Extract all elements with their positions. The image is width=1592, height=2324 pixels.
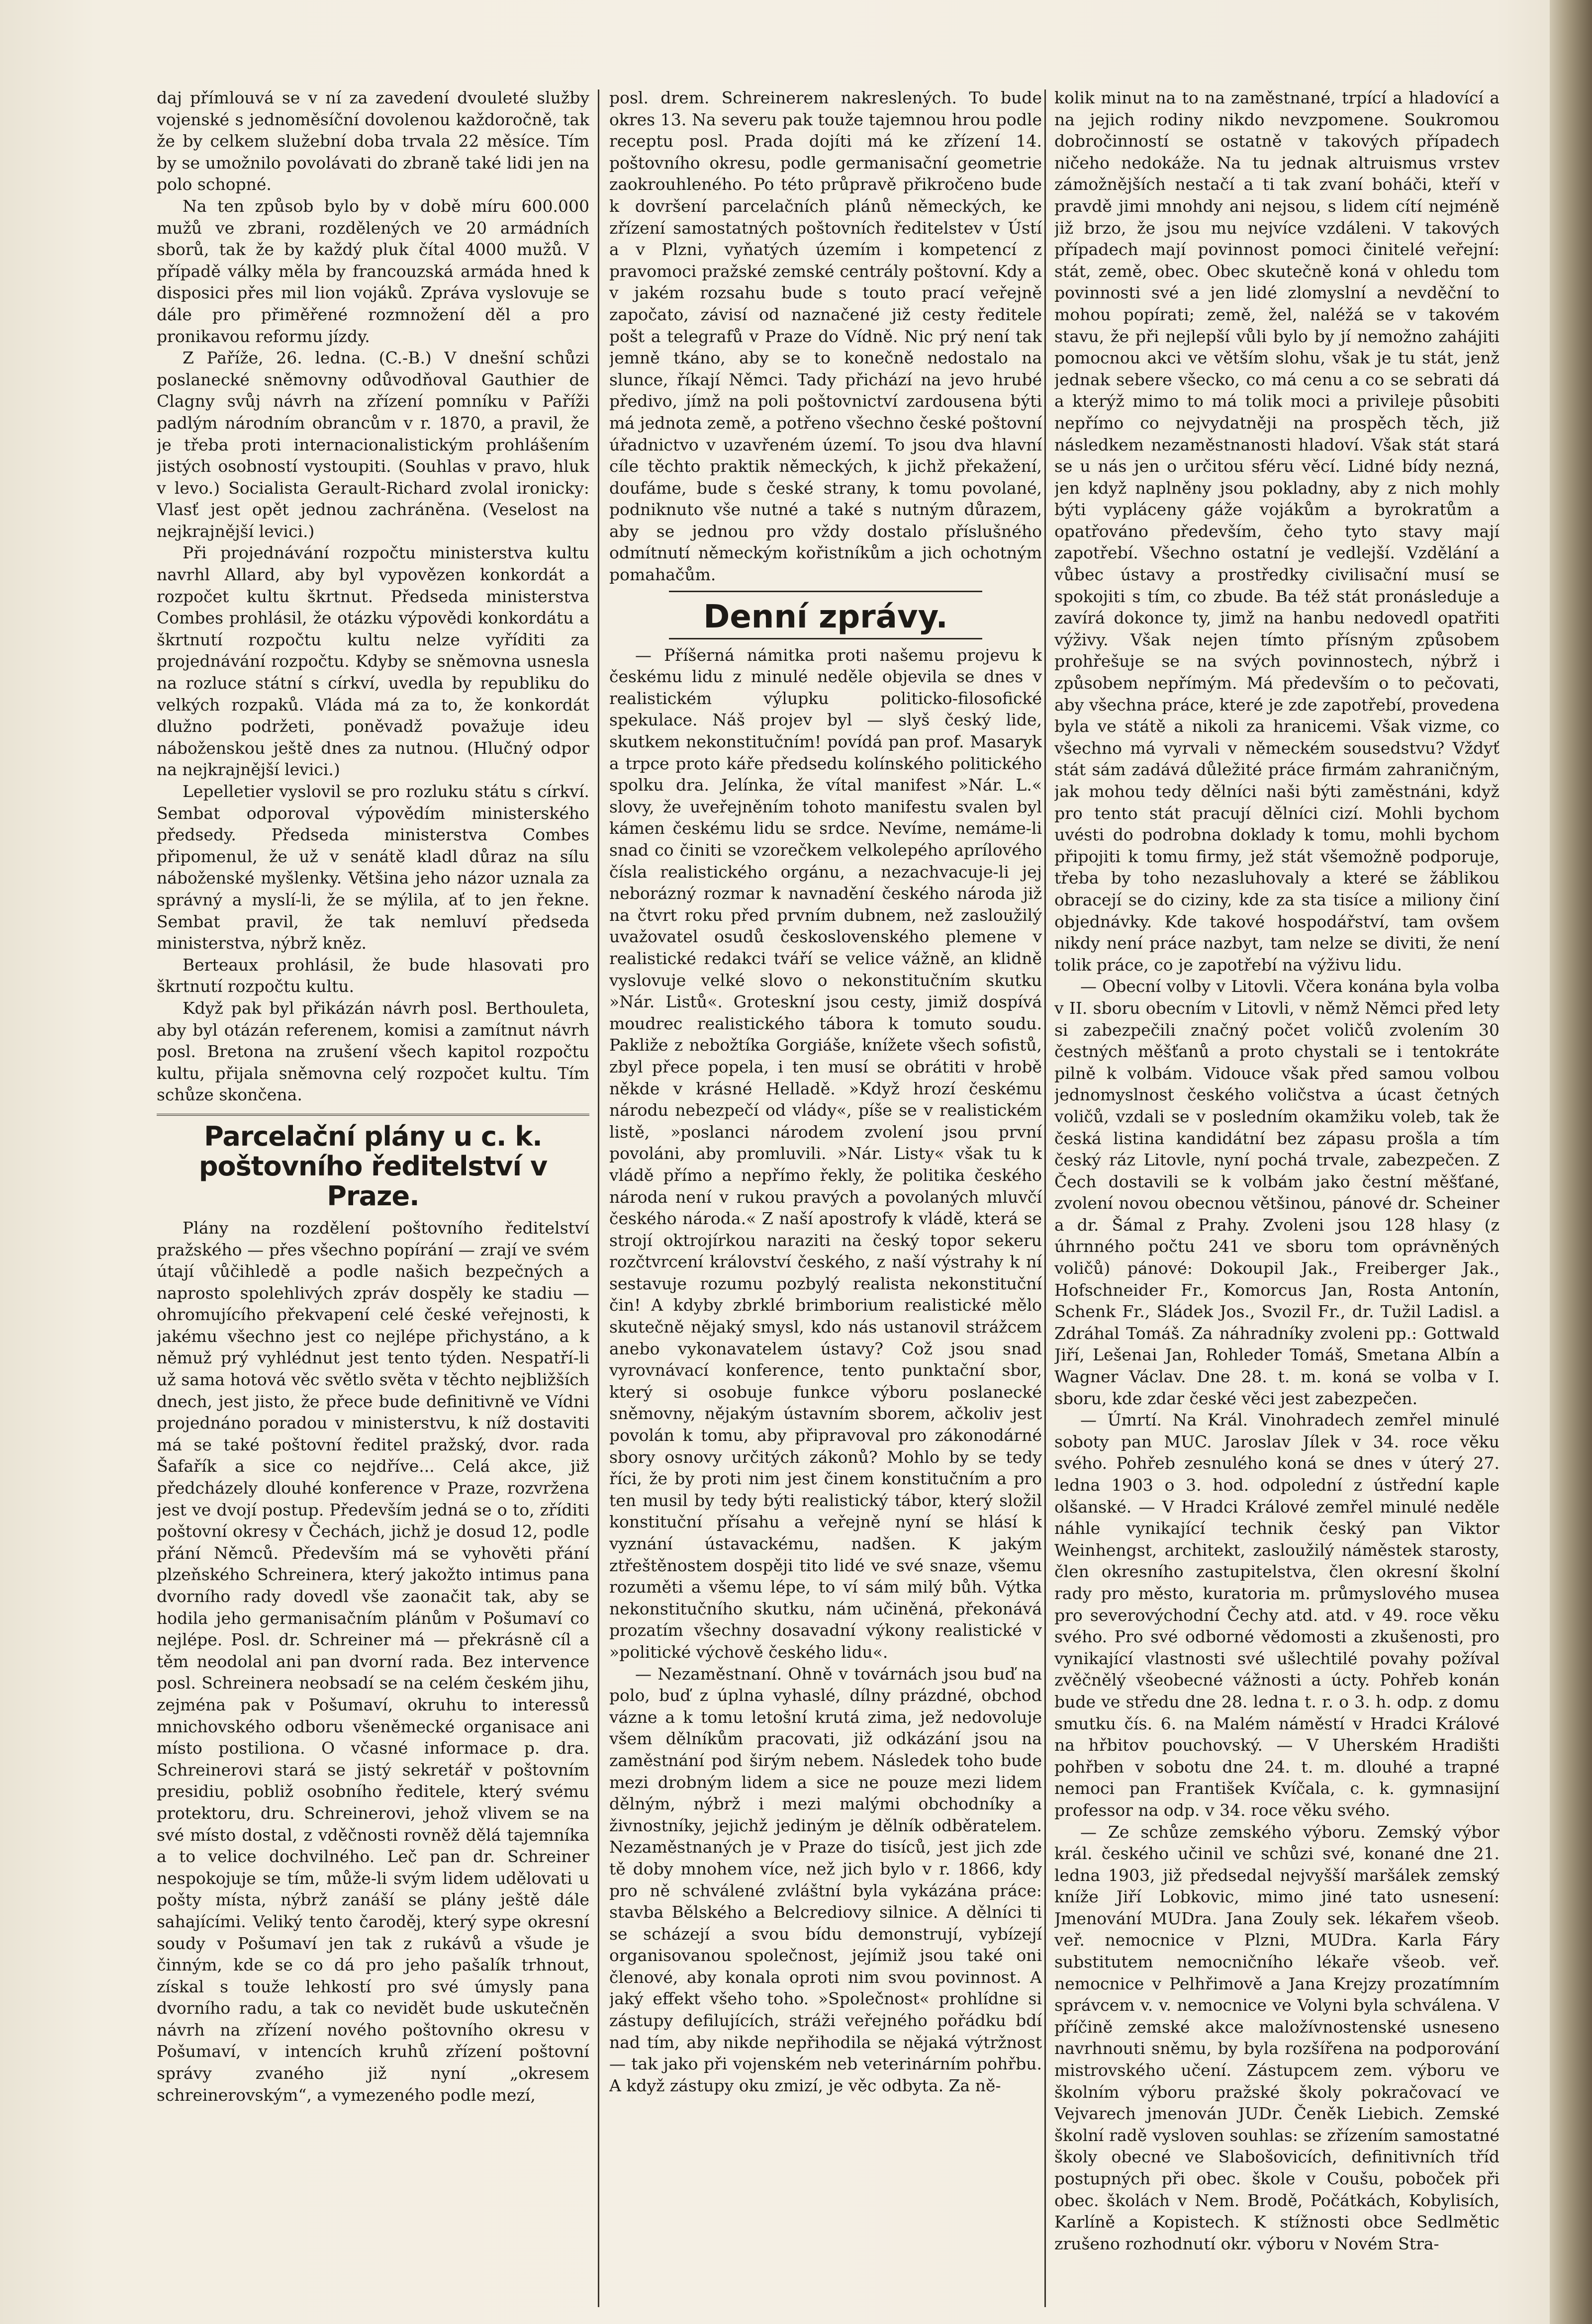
paragraph-postal-plans: Plány na rozdělení poštovního ředitelství pražského — přes všechno popírání — zrají ve svém útají vůčihledě a podle našich bezpečných a naprosto spolehlivých zpráv dospěly ke stadiu — ohromujícího překvapení celé české veřejnosti, k jakému všechno jest co nejlépe přichystáno, a k němuž prý vyhlédnut jest tento týden. Nespatří-li už sama hotová věc světlo světa v těchto nejbližších dnech, jest jisto, že přece bude definitivně ve Vídni projednáno poradou v ministerstvu, k níž dostaviti má se také poštovní ředitel pražský, dvor. rada Šafařík a sice co nejdříve... Celá akce, již předcházely dlouhé konference v Praze, rozvržena jest ve dvojí postup. Především jedná se o to, zříditi poštovní okresy v Čechách, jichž je dosud 12, podle přání Němců. Především má se vyhověti přání plzeňského Schreinera, který jakožto intimus pana dvorního rady dovedl vše zaonačit tak, aby se hodila jeho germanisačním plánům v Pošumaví co nejlépe. Posl. dr. Schreiner má — překrásně cíl a těm neodolal ani pan dvorní rada. Bez intervence posl. Schreinera neobsadí se na celém českém jihu, zejména pak v Pošumaví, okruhu to interessů mnichovského odboru všeněmecké organisace ani místo postiliona. O včasné informace p. dra. Schreinerovi stará se jistý sekretář v poštovním presidiu, pobliž osobního ředitele, který svému protektoru, dru. Schreinerovi, jehož vlivem se na své místo dostal, z vděčnosti rovněž dělá tajemníka a to velice dochvilného. Leč pan dr. Schreiner nespokojuje se tím, může-li svým lidem udělovati u pošty místa, nýbrž zanáší se plány ještě dále sahajícími. Veliký tento čaroděj, který sype okresní soudy v Pošumaví jen tak z rukávů a všude je činným, kde se co dá pro jeho pašalík trhnout, získal s touže lehkostí pro své úmysly pana dvorního radu, a tak co nevidět bude uskutečněn návrh na zřízení nového poštovního okresu v Pošumaví, v intencích kruhů zřízení poštovní správy zvaného již nyní „okresem schreinerovským“, a vymezeného podle mezí, (157, 1218, 589, 2105)
paragraph-peace-strength: Na ten způsob bylo by v době míru 600.000 mužů ve zbrani, rozdělených ve 20 armádních sborů, tak že by každý pluk čítal 4000 mužů. V případě války měla by francouzská armáda hned k disposici přes mil lion vojáků. Zpráva vyslovuje se dále pro přiměřené rozmnožení děl a pro pronikavou reformu jízdy. (157, 196, 589, 346)
heading-daily-news: Denní zprávy. (703, 598, 948, 635)
paragraph-berteaux: Berteaux prohlásil, že bude hlasovati pro škrtnutí rozpočtu kultu. (157, 955, 589, 996)
paragraph-army-reform: daj přímlouvá se v ní za zavedení dvouleté služby vojenské s jednoměsíční dovolenou každoročně, tak že by celkem služební doba trvala 22 měsíce. Tím by se umožnilo povolávati do zbraně také lidi jen na polo schopné. (157, 88, 589, 194)
paragraph-obituaries: — Úmrtí. Na Král. Vinohradech zemřel minulé soboty pan MUC. Jaroslav Jílek v 34. roce věku svého. Pohřeb zesnulého koná se dnes v úterý 27. ledna 1903 o 3. hod. odpolední z ústřední kaple olšanské. — V Hradci Králové zemřel minulé neděle náhle vynikající technik český pan Viktor Weinhengst, architekt, zasloužilý náměstek starosty, člen okresního zastupitelstva, člen okresní školní rady pro město, kuratoria m. průmyslového musea pro severovýchodní Čechy atd. atd. v 49. roce věku svého. Pro své odborné vědomosti a zkušenosti, pro vynikající vlastnosti své ušlechtilé povahy požíval zvěčnělý všeobecné vážnosti a úcty. Pohřeb konán bude ve středu dne 28. ledna t. r. o 3. h. odp. z domu smutku čís. 6. na Malém náměstí v Hradci Králové na hřbitov pouchovský. — V Uherském Hradišti pohřben v sobotu dne 24. t. m. dlouhé a trapné nemoci pan František Kvíčala, c. k. gymnasijní professor na odp. v 34. roce věku svého. (1054, 1410, 1499, 1820)
paragraph-postal-plans-cont: posl. drem. Schreinerem nakreslených. To bude okres 13. Na severu pak touže tajemnou hrou podle receptu posl. Prada dojíti má ke zřízení 14. poštovního okresu, podle germanisační geometrie zaokrouhleného. Po této průpravě přikročeno bude k dovršení parcelačních plánů německých, ke zřízení samostatných poštovních ředitelstev v Ústí a v Plzni, vyňatých územím i kompetencí z pravomoci pražské zemské centrály poštovní. Kdy a v jakém rozsahu bude s touto prací veřejně započato, závisí od naznačené již cesty ředitele pošt a telegrafů v Praze do Vídně. Nic prý není tak jemně tkáno, aby se to konečně nedostalo na slunce, říkají Němci. Tady přichází na jevo hrubé předivo, jímž na poli poštovnictví zardousena býti má jednota země, a potřeno všechno české poštovní úřadnictvo v uzavřeném území. To jsou dva hlavní cíle těchto praktik německých, k jichž překažení, doufáme, bude s české strany, k tomu povolané, podniknuto vše nutné a také s nutným důrazem, aby se jednou pro vždy dostalo příslušného odmítnutí německým kořistníkům a jich ochotným pomahačům. (609, 88, 1042, 585)
paragraph-budget-cult: Při projednávání rozpočtu ministerstva kultu navrhl Allard, aby byl vypovězen konkordát a rozpočet kultu škrtnut. Předseda ministerstva Combes prohlásil, že otázku výpovědi konkordátu a škrtnutí rozpočtu kultu nelze vyříditi za projednávání rozpočtu. Kdyby se sněmovna usnesla na rozluce státní s církví, uvedla by republiku do velkých rozpaků. Vláda má za to, že konkordát dlužno podržeti, poněvadž považuje ideu náboženskou ještě dnes za nutnou. (Hlučný odpor na nejkrajnější levici.) (157, 543, 589, 780)
paragraph-berthouleta: Když pak byl přikázán návrh posl. Berthouleta, aby byl otázán referenem, komisi a zamítnut návrh posl. Bretona na zrušení všech kapitol rozpočtu kultu, přijala sněmovna celý rozpočet kultu. Tím schůze skončena. (157, 998, 589, 1105)
column-1 (157, 87, 589, 2310)
column-3 (1054, 87, 1499, 2310)
column-rule (598, 89, 599, 2307)
section-divider (669, 591, 982, 592)
paragraph-litovel-elections: — Obecní volby v Litovli. Včera konána byla volba v II. sboru obecním v Litovli, v němž Němci před lety si zabezpečili značný počet voličů zvolením 30 čestných měšťanů a proto chystali se i tentokráte pilně k volbám. Vidouce však před samou volbou jednomyslnost českého voličstva a úcast četných voličů, vzdali se v posledním okamžiku voleb, tak že česká listina kandidátní bez zápasu prošla a tím český ráz Litovle, nyní pochá trvale, zabezpečen. Z Čech dostavili se k volbám jako čestní měšťané, zvolení novou obecnou většinou, pánové dr. Scheiner a dr. Šámal z Prahy. Zvoleni jsou 128 hlasy (z úhrnného počtu 241 ve sboru tom oprávněných voličů) pánové: Dokoupil Jak., Freiberger Jak., Hofschneider Fr., Komorcus Jan, Rosta Antonín, Schenk Fr., Sládek Jos., Svozil Fr., dr. Tužil Ladisl. a Zdráhal Tomáš. Za náhradníky zvoleni pp.: Gottwald Jiří, Lešenai Jan, Rohleder Tomáš, Smetana Albín a Wagner Václav. Dne 28. t. m. koná se volba v I. sboru, kde zdar české věci jest zabezpečen. (1054, 977, 1499, 1408)
binding-spine (1550, 0, 1592, 2324)
paragraph-paris-chamber: Z Paříže, 26. ledna. (C.-B.) V dnešní schůzi poslanecké sněmovny odůvodňoval Gauthier de Clagny svůj návrh na zřízení pomníku v Paříži padlým národním obrancům v r. 1870, a pravil, že je třeba proti internacionalistickým prohlášením jistých osobností vystoupiti. (Souhlas v pravo, hluk v levo.) Socialista Gerault-Richard zvolal ironicky: Vlasť jest opět jednou zachráněna. (Veselost na nejkrajnější levici.) (157, 348, 589, 541)
paragraph-unemployed-cont: kolik minut na to na zaměstnané, trpící a hladovící a na jejich rodiny nikdo nevzpomene. Soukromou dobročinností se ostatně v takových případech ničeho nedokáže. Na tu jednak altruismus vrstev zámožnějších nestačí a ti tak zvaní boháči, kteří v pravdě jimi mnohdy ani nejsou, s lidem cítí nejméně již brzo, že jsou mu nejvíce vzdáleni. V takových případech mají povinnost pomoci činitelé veřejní: stát, země, obec. Obec skutečně koná v ohledu tom povinnosti své a jen lidé zlomyslní a nevděční to mohou popírati; země, žel, naléžá se v takovém stavu, že při nejlepší vůli bylo by jí nemožno zahájiti pomocnou akci ve větším slohu, však je tu stát, jenž jednak sebere všecko, co má cenu a co se sebrati dá a kterýž mimo to má tolik moci a privileje působiti nepřímo co nejvydatněji na prospěch těch, již následkem nezaměstnanosti hladoví. Však stát stará se u nás jen o určitou sféru věcí. Lidné bídy nezná, jen když naplněny jsou pokladny, aby z nich mohly býti vypláceny gáže vojákům a byrokratům a opatřováno především, čeho tyto stavy mají zapotřebí. Všechno ostatní je vedlejší. Vzdělání a vůbec ústavy a prostředky civilisační musí se spokojiti s tím, co zbude. Ba též stát pronásleduje a zavírá dokonce ty, jimž na hanbu nedovedl opatřiti výživy. Však nejen tímto přísným způsobem prohřešuje se na svých povinnostech, nýbrž i způsobem nepřímým. Má především o to pečovati, aby všechna práce, které je zde zapotřebí, provedena byla ve státě a nikoli za hranicemi. Však vizme, co všechno má vyrvali v německém sousedstvu? Vždyť stát sám zadává důležité práce firmám zahraničným, jak mohou tedy dělníci naši býti zaměstnáni, když pro tento stát pracují dělníci cizí. Mohli bychom uvésti do podrobna doklady k tomu, mohli bychom připojiti k tomu firmy, jež stát všemožně podporuje, třeba by toho nezasluhovaly a které se žáblikou obracejí se do ciziny, kde za sta tisíce a miliony činí objednávky. Kde takové hospodářství, tam ovšem nikdy není práce nazbyt, tam nelze se diviti, že není tolik práce, co je zapotřebí na výživu lidu. (1054, 88, 1499, 975)
paragraph-land-committee: — Ze schůze zemského výboru. Zemský výbor král. českého učinil ve schůzi své, konané dne 21. ledna 1903, již předsedal nejvyšší maršálek zemský kníže Jiří Lobkovic, mimo jiné tato usnesení: Jmenování MUDra. Jana Zouly sek. lékařem všeob. veř. nemocnice v Plzni, MUDra. Karla Fáry substitutem nemocničního lékaře všeob. veř. nemocnice v Pelhřimově a Jana Krejzy prozatímním správcem v. v. nemocnice ve Volyni byla schválena. V příčině zemské akce maložívnostenské usneseno navrhnouti sněmu, by byla rozšířena na podporování mistrovského učení. Zástupcem zem. výboru ve školním výboru pražské školy pokračovací ve Vejvarech jmenován JUDr. Čeněk Liebich. Zemské školní radě vysloven souhlas: se zřízením samostatné školy obecné ve Slabošovicích, definitivních tříd postupných při obec. škole v Coušu, poboček při obec. školách v Nem. Brodě, Počátkách, Kobylisích, Karlíně a Kopistech. K stížnosti obce Sedlmětic zrušeno rozhodnutí okr. výboru v Novém Stra- (1054, 1822, 1499, 2253)
paragraph-unemployed: — Nezaměstnaní. Ohně v továrnách jsou buď na polo, buď z úplna vyhaslé, dílny prázdné, obchod vázne a k tomu letošní krutá zima, jež nedovoluje všem dělníkům pracovati, již odkázání jsou na zaměstnání pod širým nebem. Následek toho bude mezi drobným lidem a sice ne pouze mezi lidem dělným, nýbrž i mezi malými obchodníky a živnostníky, jejichž jediným je dělník odběratelem. Nezaměstnaných je v Praze do tisíců, jest jich zde tě doby mnohem více, než jich bylo v r. 1866, kdy pro ně schválené zvláštní byla vykázána práce: stavba Bělského a Belcrediovy silnice. A dělníci ti se scházejí a svou bídu demonstrují, vybízejí organisovanou společnost, jejímiž jsou také oni členové, aby konala oproti nim svou povinnost. A jaký effekt všeho toho. »Společnost« prohlídne si zástupy defilujících, stráži veřejného pořádku bdí nad tím, aby nikde nepřihodila se nějaká výtržnost — tak jako při vojenském neb veterinárním pohřbu. A když zástupy oku zmizí, je věc odbyta. Za ně- (609, 1664, 1042, 2095)
heading-postal-plans: Parcelační plány u c. k. poštovního ředitelství v Praze. (157, 1114, 589, 1211)
column-rule (1044, 89, 1046, 2307)
paragraph-lepelletier: Lepelletier vyslovil se pro rozluku státu s církví. Sembat odporoval výpovědím ministerského předsedy. Předseda ministerstva Combes připomenul, že už v senátě kladl důraz na sílu náboženské myšlenky. Většina jeho názor uznala za správný a myslí-li, že se mýlila, ať to jen řekne. Sembat pravil, že tak nemluví předseda ministerstva, nýbrž kněz. (157, 782, 589, 953)
paragraph-objection: — Příšerná námitka proti našemu projevu k českému lidu z minulé neděle objevila se dnes v realistickém výlupku politicko-filosofické spekulace. Náš projev byl — slyš český lide, skutkem nekonstitučním! povídá pan prof. Masaryk a trpce proto káře předsedu kolínského politického spolku dra. Jelínka, že vítal manifest »Nár. L.« slovy, že uveřejněním tohoto manifestu svalen byl kámen českému lidu se srdce. Nevíme, nemáme-li snad co činiti se vzorečkem velkolepého aprílového čísla realistického orgánu, a nezachvacuje-li jej neborázný rozmar k navnadění českého národa již na čtvrt roku před prvním dubnem, než zasloužilý uvažovatel osudů československého plemene v realistické redakci tváří se velice vážně, an klidně vyslovuje velké slovo o nekonstitučním skutku »Nár. Listů«. Groteskní jsou cesty, jimiž dospívá moudrec realistického tábora k tomuto soudu. Pakliže z nebožtíka Gorgiáše, knížete všech sofistů, zbyl přece popela, i ten musí se obrátiti v hrobě někde v krásné Helladě. »Když hrozí českému národu nebezpečí od vlády«, píše se v realistickém listě, »poslanci národem zvolení jsou první povoláni, aby promluvili. »Nár. Listy« však tu k vládě přímo a nepřímo řekly, že politika českého národa není v rukou pravých a povolaných mluvčí českého národa.« Z naší apostrofy k vládě, která se strojí oktrojírkou naraziti na český topor sekeru rozčtvrcení království českého, z naší výstrahy k ní sestavuje rozumu pozbylý realista nekonstituční čin! A kdyby zbrklé brimborium realistické mělo skutečně nějaký smysl, kdo nás ustanovil strážcem anebo vykonavatelem ústavy? Což jsou snad vyrovnávací konference, tento punktační sbor, který si osobuje funkce výboru poslanecké sněmovny, nějakým ústavním sborem, ačkoliv jest povolán k tomu, aby připravoval pro zákonodárné sbory osnovy určitých zákonů? Mohlo by se tedy říci, že by proti nim jest činem konstitučním a pro ten musil by tedy býti realistický tábor, který složil konstituční přísahu a veřejně nyní se hlásí k vyznání ústavackému, nadšen. K jakým ztřeštěnostem dospěji tito lidé ve své snaze, všemu rozuměti a všemu lépe, to ví sám milý bůh. Výtka nekonstitučního skutku, nám učiněná, překonává prozatím všechny dosavadní výkony realistické v »politické výchově českého lidu«. (609, 645, 1042, 1662)
column-2 (609, 87, 1042, 2310)
section-divider (669, 638, 982, 639)
